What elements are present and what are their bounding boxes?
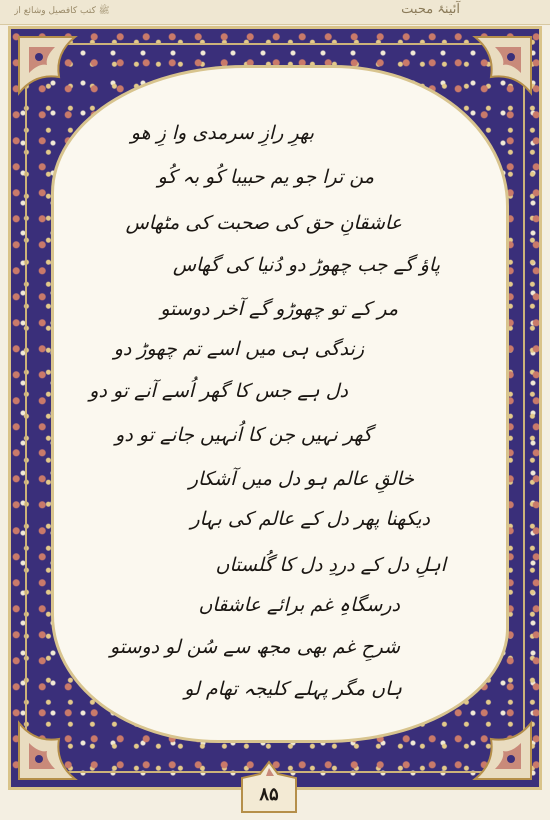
verse-line: گھر نہیں جن کا اُنہیں جانے تو دو bbox=[115, 424, 372, 446]
verse-line: دل ہے جس کا گھر اُسے آنے تو دو bbox=[89, 380, 348, 402]
verse-line: بھرِ رازِ سرمدی وا زِ ھو bbox=[130, 122, 314, 144]
corner-ornament-icon bbox=[15, 697, 101, 783]
corner-ornament-icon bbox=[449, 33, 535, 119]
page-number: ۸۵ bbox=[259, 784, 279, 805]
corner-ornament-icon bbox=[449, 697, 535, 783]
verse-line: مر کے تو چھوڑو گے آخر دوستو bbox=[160, 298, 398, 320]
verse-line: پاؤ گے جب چھوڑ دو دُنیا کی گھاس bbox=[172, 254, 440, 276]
verse-line: زندگی ہی میں اسے تم چھوڑ دو bbox=[113, 338, 364, 360]
verse-line: درسگاہِ غم برائے عاشقاں bbox=[198, 594, 400, 616]
book-title: آئینۂ محبت bbox=[401, 2, 460, 17]
verse-line: خالقِ عالم ہو دل میں آشکار bbox=[188, 468, 414, 490]
verse-line: دیکھنا پھر دل کے عالم کی بہار bbox=[190, 508, 430, 530]
verse-line: ہاں مگر پہلے کلیجہ تھام لو bbox=[184, 678, 402, 700]
verse-line: عاشقانِ حق کی صحبت کی مٹھاس bbox=[125, 212, 402, 234]
header-left-text: ﷺ ﻛﺘﺐ ﻛﺎﻓﺼﻴﻞ ﻭﺷﺎﺋﻊ ﺍﺯ bbox=[14, 6, 110, 16]
verse-line: من ترا جو یم حبیبا کُو بہ کُو bbox=[157, 166, 374, 188]
page-header bbox=[0, 0, 550, 25]
corner-ornament-icon bbox=[15, 33, 101, 119]
verse-line: شرحِ غم بھی مجھ سے سُن لو دوستو bbox=[109, 636, 400, 658]
verse-line: اہلِ دل کے دردِ دل کا گُلستاں bbox=[215, 554, 446, 576]
